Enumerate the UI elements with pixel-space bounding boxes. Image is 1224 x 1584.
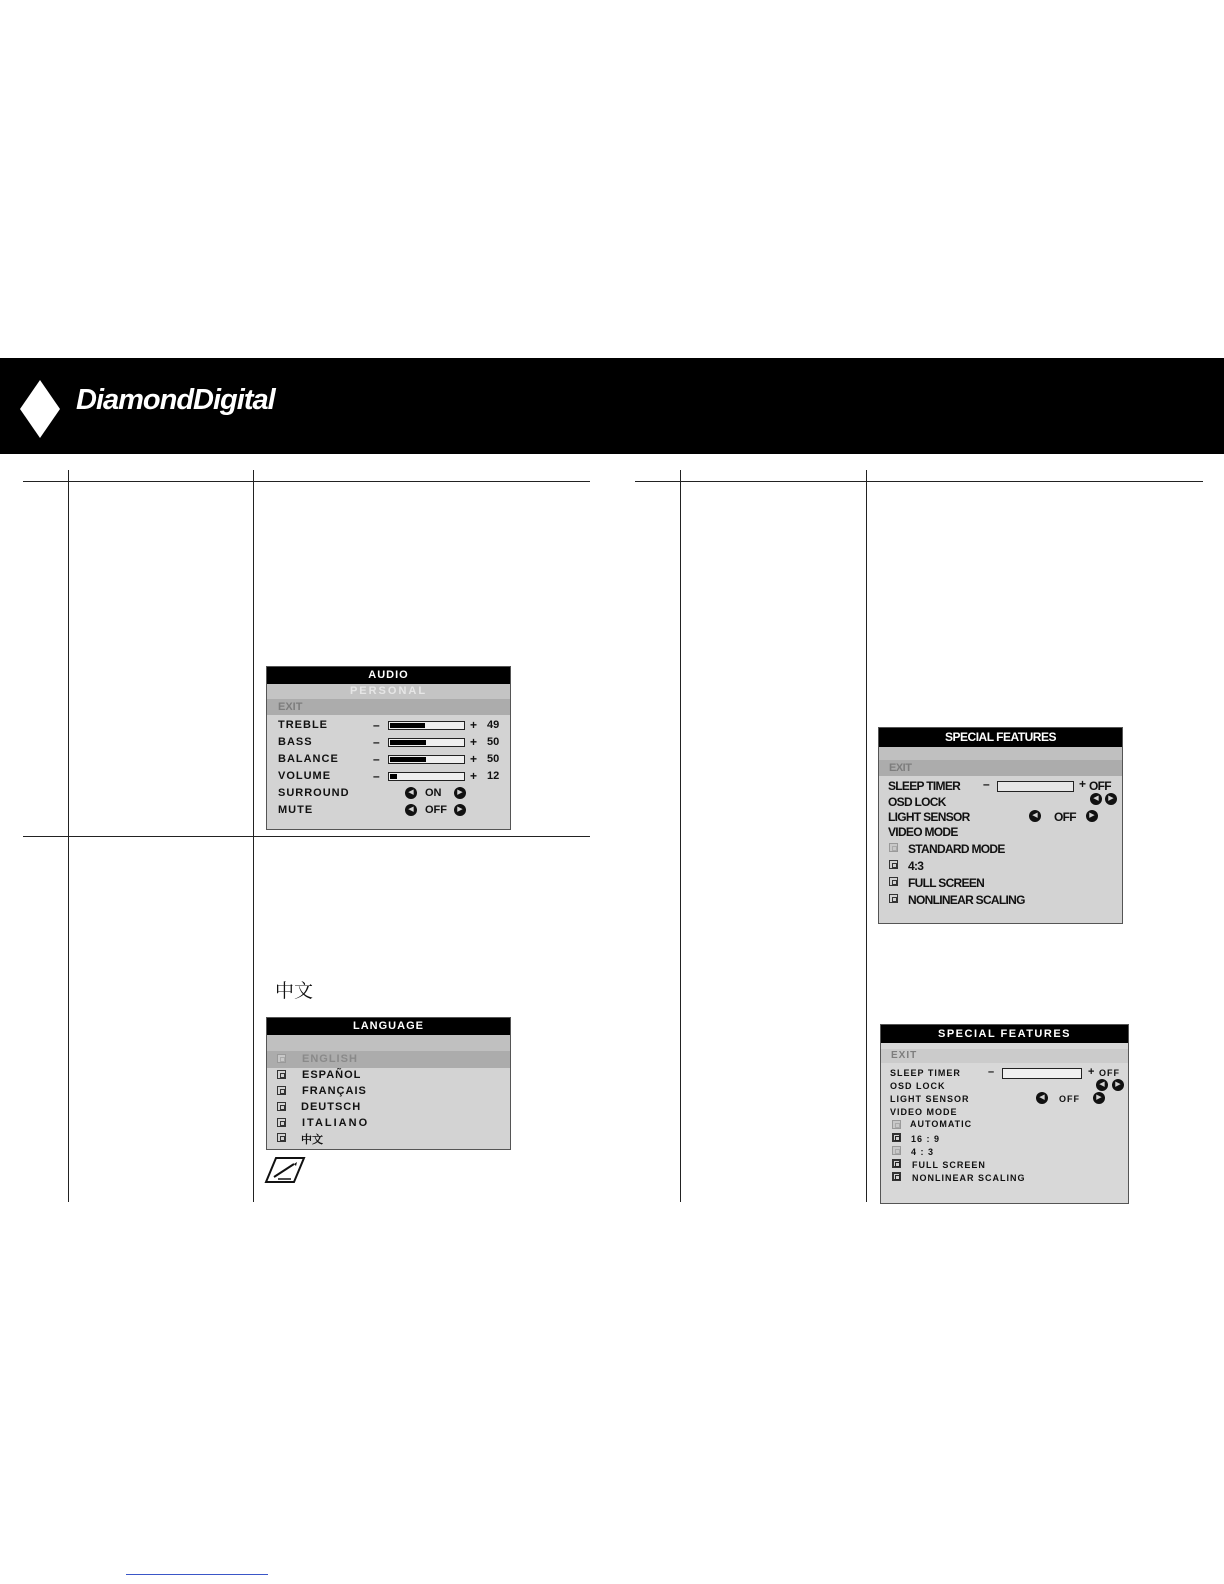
sf1-video-mode-label: VIDEO MODE [888, 825, 958, 839]
sf1-nonlinear-checkbox[interactable] [889, 894, 898, 903]
sf1-4-3-label: 4:3 [908, 859, 924, 873]
balance-slider-fill [390, 757, 426, 762]
header-banner [0, 358, 1224, 454]
sf2-sleep-timer-slider[interactable] [1002, 1068, 1082, 1079]
sf2-osd-lock-right-arrow-icon[interactable]: ▶ [1112, 1079, 1124, 1091]
english-checkbox[interactable] [277, 1054, 286, 1063]
sf1-sleep-plus[interactable]: + [1079, 777, 1087, 791]
audio-menu [266, 666, 511, 830]
special-features-menu-1 [878, 727, 1123, 924]
sf1-osd-lock-label: OSD LOCK [888, 795, 946, 809]
special-features-menu-2 [880, 1024, 1129, 1204]
audio-exit-item[interactable]: EXIT [267, 699, 510, 715]
balance-minus[interactable]: – [373, 752, 380, 766]
sf1-4-3-checkbox[interactable] [889, 860, 898, 869]
volume-minus[interactable]: – [373, 769, 380, 783]
sf2-4-3-label: 4 : 3 [911, 1147, 935, 1157]
sf2-light-sensor-left-arrow-icon[interactable]: ◀ [1036, 1092, 1048, 1104]
volume-label: VOLUME [278, 770, 332, 782]
left-row-rule-top [23, 481, 590, 482]
sf1-full-screen-label: FULL SCREEN [908, 876, 985, 890]
english-label: ENGLISH [302, 1053, 358, 1065]
sf2-sleep-minus[interactable]: – [988, 1066, 995, 1078]
sf2-full-screen-label: FULL SCREEN [912, 1160, 986, 1170]
special-features-1-spacer [879, 747, 1122, 760]
sf2-sleep-timer-label: SLEEP TIMER [890, 1068, 961, 1078]
sf2-light-sensor-value: OFF [1059, 1094, 1080, 1104]
sf1-light-sensor-value: OFF [1054, 810, 1076, 824]
volume-value: 12 [487, 770, 500, 782]
sf2-sleep-plus[interactable]: + [1088, 1066, 1095, 1078]
sf1-sleep-minus[interactable]: – [983, 777, 990, 791]
right-column-divider-2 [866, 470, 867, 1202]
volume-slider-fill [390, 774, 397, 779]
language-menu-spacer [267, 1035, 510, 1051]
diamond-logo-icon [20, 380, 60, 438]
treble-plus[interactable]: + [470, 718, 478, 732]
sf2-16-9-label: 16 : 9 [911, 1134, 941, 1144]
sf2-4-3-checkbox[interactable] [892, 1146, 901, 1155]
espanol-checkbox[interactable] [277, 1070, 286, 1079]
francais-checkbox[interactable] [277, 1086, 286, 1095]
sf2-osd-lock-left-arrow-icon[interactable]: ◀ [1096, 1079, 1108, 1091]
sf2-light-sensor-right-arrow-icon[interactable]: ▶ [1093, 1092, 1105, 1104]
footer-link-underline [126, 1574, 268, 1575]
treble-slider[interactable] [388, 721, 465, 730]
sf2-exit-item[interactable]: EXIT [881, 1049, 1128, 1063]
brand-name: DiamondDigital [76, 384, 275, 416]
treble-slider-fill [390, 723, 425, 728]
sf2-16-9-checkbox[interactable] [892, 1133, 901, 1142]
audio-menu-title: AUDIO [267, 667, 510, 684]
bass-label: BASS [278, 736, 313, 748]
right-row-rule-top [635, 481, 1203, 482]
bass-minus[interactable]: – [373, 735, 380, 749]
sf1-light-sensor-left-arrow-icon[interactable]: ◀ [1029, 810, 1041, 822]
balance-slider[interactable] [388, 755, 465, 764]
chinese-language-label: 中文 [275, 980, 314, 1002]
surround-label: SURROUND [278, 787, 350, 799]
sf1-light-sensor-right-arrow-icon[interactable]: ▶ [1086, 810, 1098, 822]
sf2-light-sensor-label: LIGHT SENSOR [890, 1094, 970, 1104]
right-column-divider-1 [680, 470, 681, 1202]
sf1-nonlinear-label: NONLINEAR SCALING [908, 893, 1025, 907]
sf2-automatic-label: AUTOMATIC [910, 1119, 973, 1129]
left-row-rule-mid [23, 836, 590, 837]
sf1-osd-lock-right-arrow-icon[interactable]: ▶ [1105, 793, 1117, 805]
language-menu-title: LANGUAGE [267, 1018, 510, 1035]
sf1-sleep-timer-slider[interactable] [997, 781, 1074, 792]
sf2-automatic-checkbox[interactable] [892, 1120, 901, 1129]
volume-slider[interactable] [388, 772, 465, 781]
chinese-checkbox[interactable] [277, 1133, 286, 1142]
surround-value: ON [425, 787, 442, 799]
bass-slider-fill [390, 740, 426, 745]
italiano-checkbox[interactable] [277, 1118, 286, 1127]
sf1-sleep-timer-label: SLEEP TIMER [888, 779, 961, 793]
sf2-nonlinear-checkbox[interactable] [892, 1172, 901, 1181]
note-pen-icon [264, 1155, 308, 1185]
sf1-light-sensor-label: LIGHT SENSOR [888, 810, 970, 824]
sf2-video-mode-label: VIDEO MODE [890, 1107, 958, 1117]
sf2-nonlinear-label: NONLINEAR SCALING [912, 1173, 1026, 1183]
bass-slider[interactable] [388, 738, 465, 747]
sf1-standard-checkbox[interactable] [889, 843, 898, 852]
sf1-sleep-value: OFF [1089, 779, 1111, 793]
treble-value: 49 [487, 719, 500, 731]
deutsch-label: DEUTSCH [301, 1101, 362, 1113]
italiano-label: ITALIANO [302, 1117, 370, 1129]
mute-left-arrow-icon[interactable]: ◀ [405, 804, 417, 816]
sf2-osd-lock-label: OSD LOCK [890, 1081, 946, 1091]
sf2-sleep-value: OFF [1099, 1068, 1120, 1078]
surround-right-arrow-icon[interactable]: ▶ [454, 787, 466, 799]
audio-menu-subtitle: PERSONAL [267, 684, 510, 699]
sf1-osd-lock-left-arrow-icon[interactable]: ◀ [1090, 793, 1102, 805]
sf1-exit-item[interactable]: EXIT [879, 760, 1122, 776]
volume-plus[interactable]: + [470, 769, 478, 783]
francais-label: FRANÇAIS [302, 1085, 367, 1097]
balance-plus[interactable]: + [470, 752, 478, 766]
language-menu [266, 1017, 511, 1150]
special-features-2-title: SPECIAL FEATURES [881, 1025, 1128, 1043]
sf2-full-screen-checkbox[interactable] [892, 1159, 901, 1168]
mute-value: OFF [425, 804, 447, 816]
balance-label: BALANCE [278, 753, 339, 765]
mute-label: MUTE [278, 804, 314, 816]
treble-minus[interactable]: – [373, 718, 380, 732]
special-features-1-title: SPECIAL FEATURES [879, 728, 1122, 747]
bass-value: 50 [487, 736, 500, 748]
mute-right-arrow-icon[interactable]: ▶ [454, 804, 466, 816]
treble-label: TREBLE [278, 719, 328, 731]
bass-plus[interactable]: + [470, 735, 478, 749]
surround-left-arrow-icon[interactable]: ◀ [405, 787, 417, 799]
balance-value: 50 [487, 753, 500, 765]
sf1-full-screen-checkbox[interactable] [889, 877, 898, 886]
deutsch-checkbox[interactable] [277, 1102, 286, 1111]
espanol-label: ESPAÑOL [302, 1069, 362, 1081]
chinese-option-label: 中文 [301, 1133, 323, 1146]
sf1-standard-label: STANDARD MODE [908, 842, 1005, 856]
